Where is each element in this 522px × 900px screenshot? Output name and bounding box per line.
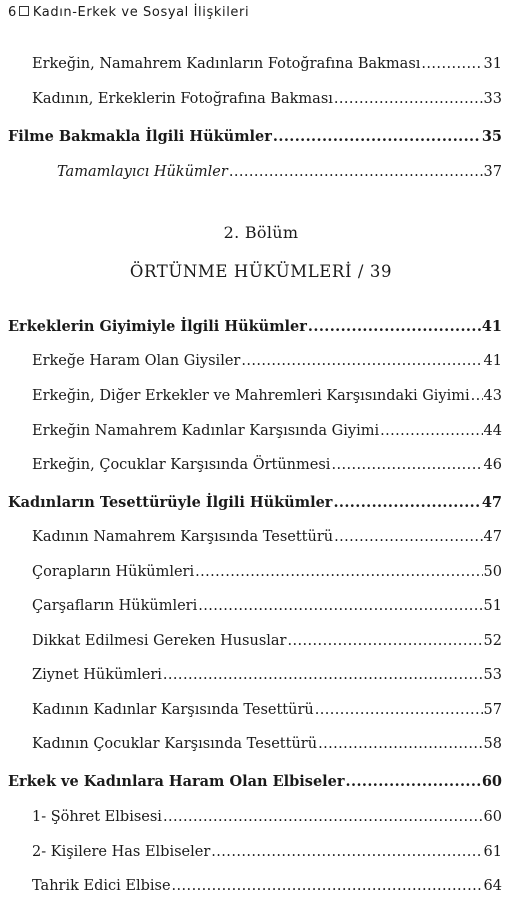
toc-page-number: 64 bbox=[483, 878, 502, 894]
page-number: 6 bbox=[8, 5, 17, 20]
toc-entry-title: Erkeğin, Çocuklar Karşısında Örtünmesi bbox=[32, 457, 331, 473]
toc-entry-title: Erkek ve Kadınlara Haram Olan Elbiseler bbox=[8, 773, 345, 790]
toc-page-number: 61 bbox=[483, 844, 502, 860]
toc-entry-title: Tamamlayıcı Hükümler bbox=[57, 164, 228, 180]
toc-page-number: 60 bbox=[481, 773, 502, 790]
toc-page-number: 46 bbox=[483, 457, 502, 473]
toc-entry[interactable] bbox=[32, 701, 502, 719]
toc-entry-title: Filme Bakmakla İlgili Hükümler bbox=[8, 128, 272, 145]
toc-entry[interactable] bbox=[32, 597, 502, 615]
leader-dots bbox=[471, 387, 483, 405]
toc-entry-title: Çarşafların Hükümleri bbox=[32, 598, 198, 614]
leader-dots bbox=[229, 163, 483, 181]
toc-entry[interactable] bbox=[32, 456, 502, 474]
toc-entry-title: Erkeğin, Namahrem Kadınların Fotoğrafına Bakması bbox=[32, 56, 421, 72]
leader-dots bbox=[331, 456, 482, 474]
toc-entry[interactable] bbox=[32, 666, 502, 684]
leader-dots bbox=[346, 773, 481, 791]
chapter-label: 2. Bölüm bbox=[223, 223, 299, 242]
toc-entry[interactable] bbox=[32, 422, 502, 440]
toc-entry-title: Kadının, Erkeklerin Fotoğrafına Bakması bbox=[32, 91, 333, 107]
toc-page-number: 60 bbox=[483, 809, 502, 825]
toc-page-number: 53 bbox=[483, 667, 502, 683]
toc-entry[interactable] bbox=[32, 735, 502, 753]
leader-dots bbox=[380, 422, 482, 440]
leader-dots bbox=[198, 597, 482, 615]
toc-page-number: 41 bbox=[481, 318, 502, 335]
leader-dots bbox=[315, 701, 483, 719]
toc-entry-title: Kadının Kadınlar Karşısında Tesettürü bbox=[32, 702, 314, 718]
toc-page-number: 31 bbox=[483, 56, 502, 72]
toc-entry-title: Kadınların Tesettürüyle İlgili Hükümler bbox=[8, 494, 333, 511]
toc-entry-title: Çorapların Hükümleri bbox=[32, 564, 195, 580]
leader-dots bbox=[288, 632, 483, 650]
toc-entry-title: Erkeğe Haram Olan Giysiler bbox=[32, 353, 241, 369]
leader-dots bbox=[163, 666, 483, 684]
toc-entry[interactable] bbox=[57, 163, 502, 181]
toc-entry[interactable] bbox=[32, 352, 502, 370]
toc-entry[interactable] bbox=[8, 128, 502, 146]
toc-page-number: 47 bbox=[483, 529, 502, 545]
toc-entry[interactable] bbox=[32, 877, 502, 895]
leader-dots bbox=[334, 90, 483, 108]
toc-entry[interactable] bbox=[32, 55, 502, 73]
toc-entry-title: Dikkat Edilmesi Gereken Hususlar bbox=[32, 633, 287, 649]
toc-entry[interactable] bbox=[8, 494, 502, 512]
leader-dots bbox=[333, 494, 480, 512]
toc-page-number: 52 bbox=[483, 633, 502, 649]
toc-page-number: 51 bbox=[483, 598, 502, 614]
toc-page-number: 58 bbox=[483, 736, 502, 752]
book-title: Kadın-Erkek ve Sosyal İlişkileri bbox=[32, 5, 250, 20]
leader-dots bbox=[163, 808, 483, 826]
leader-dots bbox=[172, 877, 483, 895]
leader-dots bbox=[308, 318, 481, 336]
toc-entry-title: Erkeğin Namahrem Kadınlar Karşısında Giyimi bbox=[32, 423, 380, 439]
leader-dots bbox=[241, 352, 482, 370]
leader-dots bbox=[318, 735, 482, 753]
leader-dots bbox=[273, 128, 481, 146]
toc-entry-title: Kadının Çocuklar Karşısında Tesettürü bbox=[32, 736, 318, 752]
leader-dots bbox=[421, 55, 482, 73]
toc-entry-title: Erkeklerin Giyimiyle İlgili Hükümler bbox=[8, 318, 307, 335]
toc-entry[interactable] bbox=[32, 632, 502, 650]
leader-dots bbox=[195, 563, 482, 581]
separator-square-icon bbox=[19, 6, 29, 16]
toc-entry[interactable] bbox=[32, 528, 502, 546]
toc-entry-title: Tahrik Edici Elbise bbox=[32, 878, 171, 894]
toc-page-number: 35 bbox=[481, 128, 502, 145]
toc-page-number: 37 bbox=[483, 164, 502, 180]
toc-entry[interactable] bbox=[8, 773, 502, 791]
toc-entry[interactable] bbox=[32, 387, 502, 405]
toc-entry[interactable] bbox=[32, 563, 502, 581]
running-head bbox=[8, 5, 249, 20]
toc-entry[interactable] bbox=[8, 318, 502, 336]
toc-page-number: 41 bbox=[483, 353, 502, 369]
toc-entry[interactable] bbox=[32, 808, 502, 826]
chapter-title: ÖRTÜNME HÜKÜMLERİ / 39 bbox=[129, 262, 393, 281]
toc-entry-title: 2- Kişilere Has Elbiseler bbox=[32, 844, 211, 860]
leader-dots bbox=[334, 528, 482, 546]
leader-dots bbox=[211, 843, 482, 861]
toc-page-number: 50 bbox=[483, 564, 502, 580]
toc-entry[interactable] bbox=[32, 843, 502, 861]
toc-page-number: 47 bbox=[481, 494, 502, 511]
toc-page-number: 44 bbox=[483, 423, 502, 439]
toc-page-number: 57 bbox=[483, 702, 502, 718]
toc-entry[interactable] bbox=[32, 90, 502, 108]
toc-entry-title: 1- Şöhret Elbisesi bbox=[32, 809, 162, 825]
toc-entry-title: Erkeğin, Diğer Erkekler ve Mahremleri Karşısındaki Giyimi bbox=[32, 388, 470, 404]
toc-entry-title: Ziynet Hükümleri bbox=[32, 667, 162, 683]
toc-entry-title: Kadının Namahrem Karşısında Tesettürü bbox=[32, 529, 334, 545]
toc-page-number: 43 bbox=[483, 388, 502, 404]
toc-page-number: 33 bbox=[483, 91, 502, 107]
